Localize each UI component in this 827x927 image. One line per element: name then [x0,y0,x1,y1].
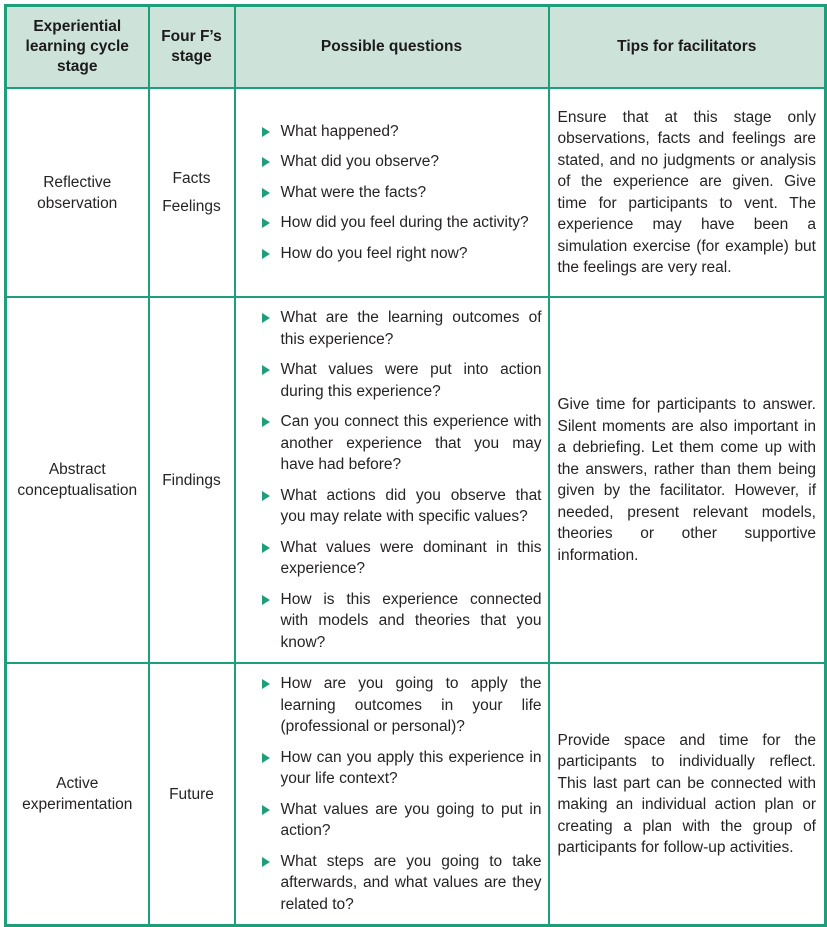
question-text: How can you apply this experience in your life context? [280,748,542,787]
col-header-possible-questions: Possible questions [235,6,549,89]
question-item [262,673,542,738]
question-text: How are you going to apply the learning outcomes in your life (professional or personal)? [280,675,542,735]
four-f-labels [150,784,234,805]
question-item [262,851,542,916]
bullet-triangle-icon [262,805,270,815]
bullet-triangle-icon [262,157,270,167]
question-list [236,121,548,265]
bullet-triangle-icon [262,313,270,323]
four-f-cell [149,88,235,297]
stage-cell [6,663,149,926]
question-text: What happened? [280,122,399,140]
questions-cell [235,663,549,926]
question-item [262,182,542,204]
bullet-triangle-icon [262,127,270,137]
bullet-triangle-icon [262,365,270,375]
question-item [262,799,542,842]
col-header-learning-cycle-stage: Experiential learning cycle stage [6,6,149,89]
question-text: What did you observe? [280,153,440,171]
bullet-triangle-icon [262,417,270,427]
tips-cell [549,88,826,297]
four-f-label: Feelings [162,198,221,215]
four-f-cell [149,663,235,926]
question-text: What values were put into action during this experience? [280,361,542,400]
four-f-labels [150,470,234,491]
question-item [262,747,542,790]
four-f-label: Facts [172,170,211,187]
tips-text: Provide space and time for the participants to individually reflect. This last part can be connected with making an individual action plan or creating a plan with the group of participants for follow-up activities. [557,731,816,856]
bullet-triangle-icon [262,857,270,867]
bullet-triangle-icon [262,543,270,553]
bullet-triangle-icon [262,218,270,228]
questions-cell [235,88,549,297]
table-row [6,297,826,663]
question-item [262,212,542,234]
table-row [6,663,826,926]
bullet-triangle-icon [262,188,270,198]
tips-cell [549,297,826,663]
bullet-triangle-icon [262,679,270,689]
tips-cell [549,663,826,926]
tips-text: Ensure that at this stage only observations, facts and feelings are stated, and no judgments or analysis of the experience are given. Give time for participants to vent. The experience may have been a simulation exercise (for example) but the feelings are very real. [557,108,816,276]
four-f-cell [149,297,235,663]
question-list [236,307,548,653]
question-text: What steps are you going to take afterwards, and what values are they related to? [280,852,542,913]
question-text: What actions did you observe that you may relate with specific values? [280,486,542,525]
table-body [6,88,826,926]
question-item [262,151,542,173]
question-text: How do you feel right now? [280,244,468,262]
question-item [262,307,542,350]
questions-cell [235,297,549,663]
question-item [262,485,542,528]
bullet-triangle-icon [262,249,270,259]
four-f-label: Future [169,785,214,803]
stage-label: Abstract conceptualisation [17,461,138,499]
question-list [236,673,548,915]
facilitation-debrief-table [4,4,827,927]
question-item [262,243,542,265]
question-text: What values were dominant in this experience? [280,538,542,577]
bullet-triangle-icon [262,595,270,605]
bullet-triangle-icon [262,753,270,763]
stage-cell [6,88,149,297]
four-f-labels [150,168,234,217]
col-header-tips-for-facilitators: Tips for facilitators [549,6,826,89]
tips-text: Give time for participants to answer. Silent moments are also important in a debriefing. Let them come up with the answers, rather than them being given by the facilitator. However, if needed, present relevant models, theories or other supportive information. [557,396,816,564]
question-text: What were the facts? [280,183,427,201]
question-text: What are the learning outcomes of this experience? [280,309,542,348]
stage-cell [6,297,149,663]
four-f-label: Findings [162,471,221,489]
question-text: How is this experience connected with models and theories that you know? [280,590,542,651]
question-text: Can you connect this experience with another experience that you may have had before? [280,413,542,473]
stage-label: Reflective observation [37,173,118,212]
question-text: What values are you going to put in action? [280,800,542,839]
question-item [262,359,542,402]
question-item [262,537,542,580]
bullet-triangle-icon [262,491,270,501]
question-text: How did you feel during the activity? [280,214,529,232]
table-header [6,6,826,89]
table-row [6,88,826,297]
col-header-four-fs-stage: Four F’s stage [149,6,235,89]
header-row [6,6,826,89]
stage-label: Active experimentation [22,775,133,813]
question-item [262,121,542,143]
question-item [262,411,542,476]
question-item [262,589,542,654]
